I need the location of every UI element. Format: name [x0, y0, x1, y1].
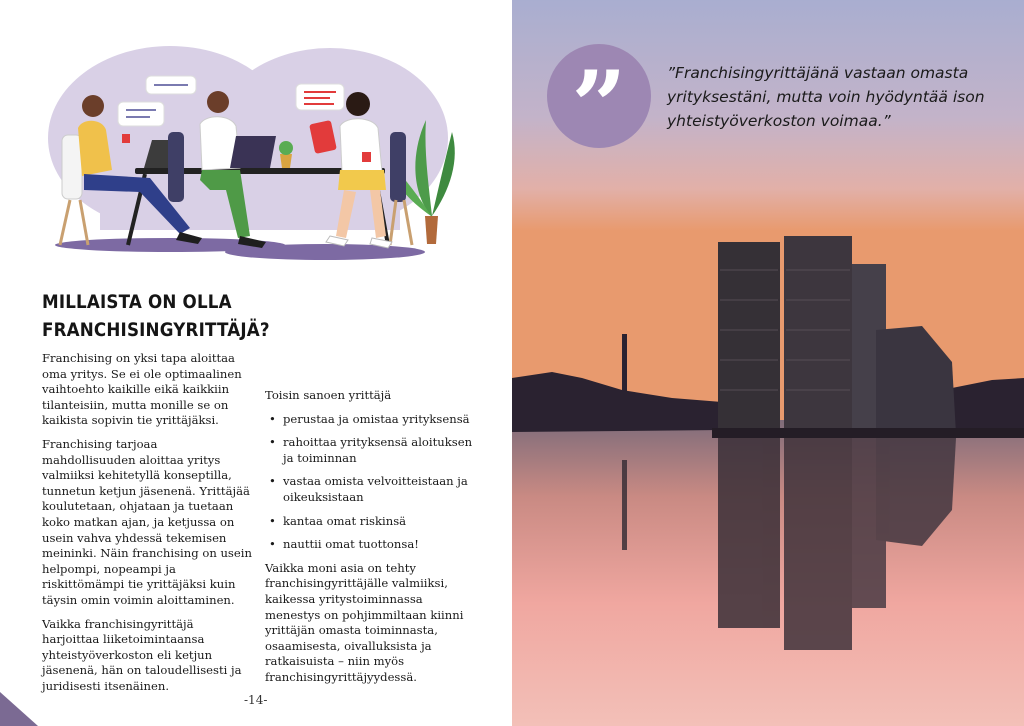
body-column-right: [265, 388, 480, 694]
pull-quote: ”Franchisingyrittäjänä vastaan omasta yrityksestäni, mutta voin hyödyntää ison yhteistyöverkoston voimaa.”: [667, 64, 985, 130]
paragraph: Vaikka moni asia on tehty franchisingyrittäjälle valmiiksi, kaikessa yritystoiminnassa menestys on pohjimmiltaan kiinni yrittäjän omasta toiminnasta, osaamisesta, oivalluksista ja ratkaisuista – niin myös franchisingyrittäjyydessä.: [265, 560, 464, 684]
list-item: • kantaa omat riskinsä: [283, 514, 480, 530]
quote-mark-icon: [547, 44, 651, 148]
list-item: • perustaa ja omistaa yrityksensä: [283, 412, 480, 428]
bullet-list: [265, 412, 480, 553]
heading-line: FRANCHISINGYRITTÄJÄ?: [42, 319, 270, 341]
paragraph: Franchising tarjoaa mahdollisuuden aloittaa yritys valmiiksi kehitetyllä konseptilla, tunnetun ketjun jäsenenä. Yrittäjää koulutetaan, ohjataan ja tuetaan koko matkan ajan, ja ketjussa on usein vahva yhdessä tekemisen meininki. Näin franchising on usein helpompi, nopeampi ja riskittömämpi tie yrittäjäksi kuin täysin omin voimin aloittaminen.: [42, 436, 252, 607]
page-number: -14-: [244, 693, 268, 707]
list-item: • nauttii omat tuottonsa!: [283, 537, 480, 553]
list-intro: Toisin sanoen yrittäjä: [265, 388, 392, 402]
body-column-left: [42, 351, 252, 702]
list-item: • rahoittaa yrityksensä aloituksen ja toiminnan: [283, 435, 480, 466]
page-heading: [42, 288, 270, 344]
paragraph: Vaikka franchisingyrittäjä harjoittaa liiketoimintaansa yhteistyöverkoston eli ketjun jäsenenä, hän on taloudellisesti ja juridisesti itsenäinen.: [42, 616, 242, 693]
paragraph: Franchising on yksi tapa aloittaa oma yritys. Se ei ole optimaalinen vaihtoehto kaikille eikä kaikkiin tilanteisiin, mutta monille se on kaikista sopivin tie yrittäjäksi.: [42, 351, 242, 428]
right-page: [512, 0, 1024, 726]
heading-line: MILLAISTA ON OLLA: [42, 291, 232, 313]
quote-glyph: ”: [571, 50, 627, 148]
corner-accent: [0, 692, 38, 726]
list-item: • vastaa omista velvoitteistaan ja oikeuksistaan: [283, 474, 480, 505]
coworking-illustration: [40, 40, 460, 270]
